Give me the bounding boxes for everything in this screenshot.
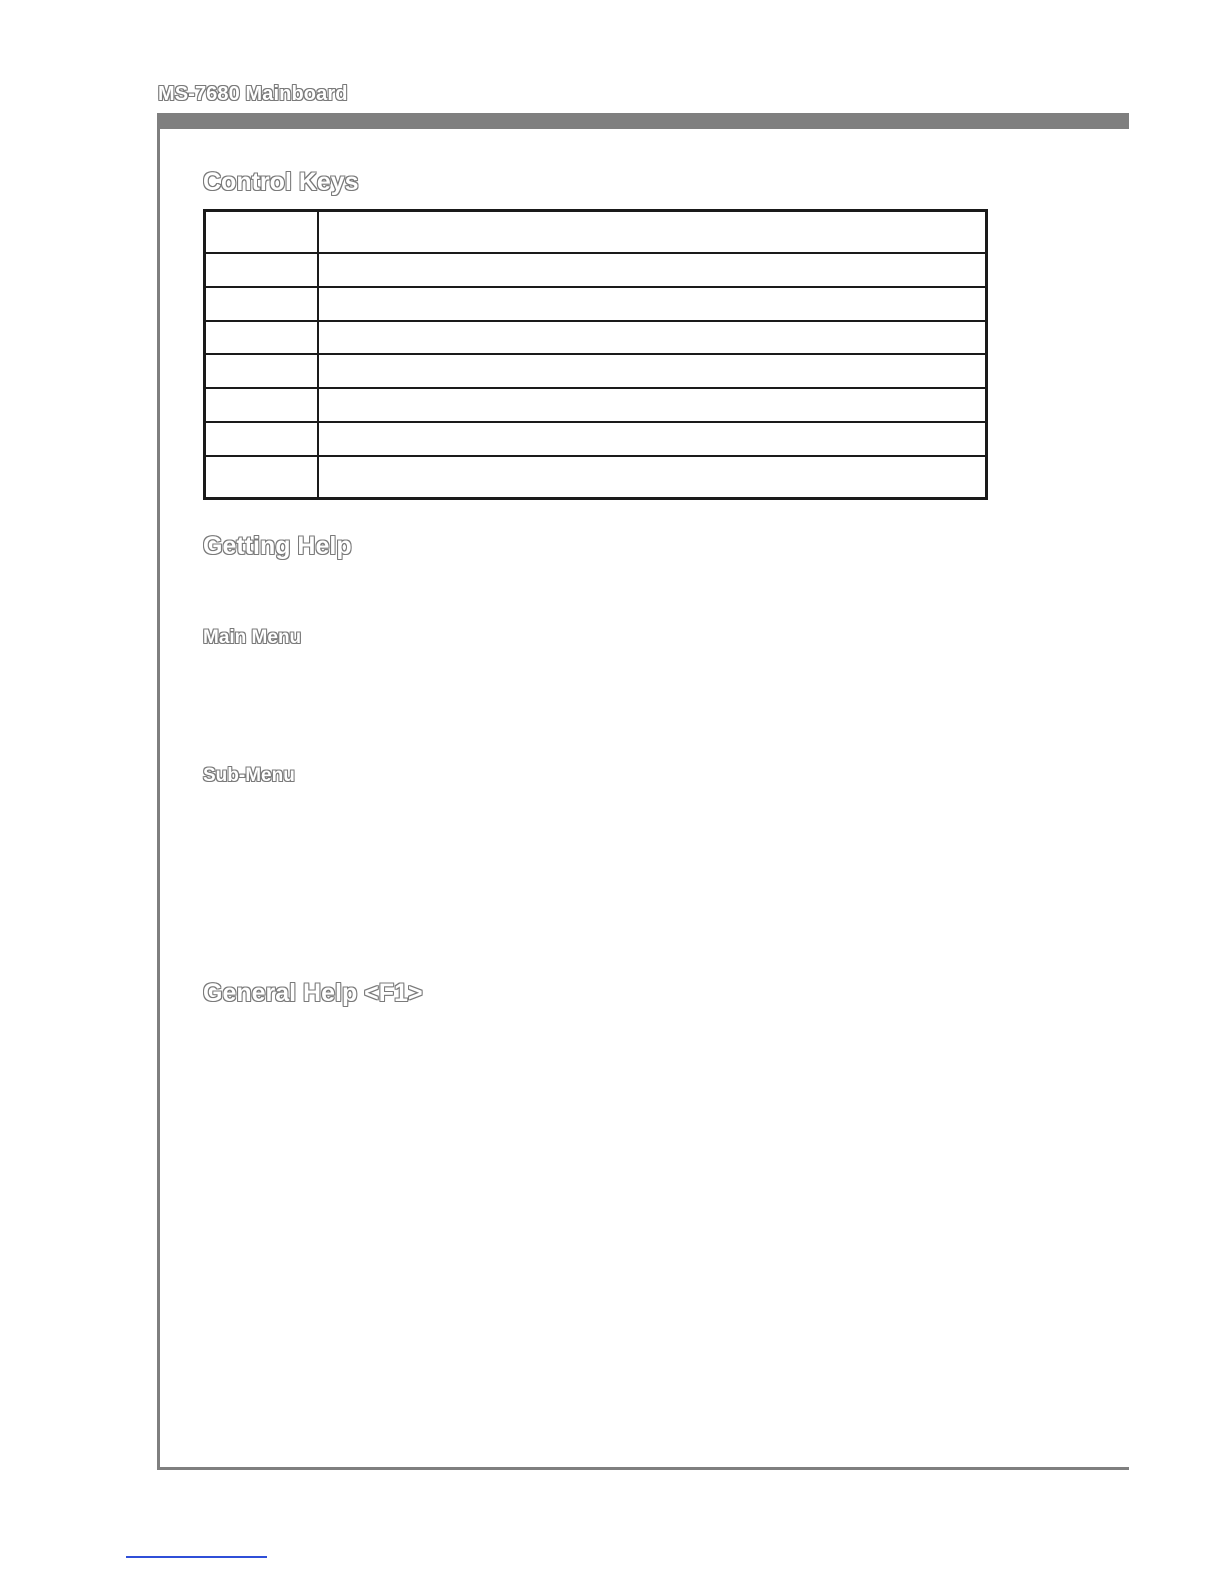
table-cell-key xyxy=(205,388,319,422)
table-cell-description xyxy=(318,253,987,287)
table-row xyxy=(205,388,987,422)
table-cell-key xyxy=(205,321,319,355)
table-cell-key xyxy=(205,422,319,456)
table-cell-key xyxy=(205,354,319,388)
control-keys-table xyxy=(203,209,988,500)
section-heading-getting-help: Getting Help xyxy=(203,532,352,560)
table-row xyxy=(205,287,987,321)
table-cell-description xyxy=(318,388,987,422)
footer-link-underline[interactable] xyxy=(126,1556,267,1558)
bottom-rule xyxy=(157,1467,1129,1470)
table-row xyxy=(205,321,987,355)
left-margin-rule xyxy=(157,113,160,1470)
sub-heading-main-menu: Main Menu xyxy=(203,627,302,648)
table-cell-key xyxy=(205,253,319,287)
header-bar xyxy=(158,113,1129,129)
table-row xyxy=(205,211,987,253)
table-cell-description xyxy=(318,211,987,253)
table-cell-description xyxy=(318,287,987,321)
table-row xyxy=(205,253,987,287)
table-cell-key xyxy=(205,211,319,253)
table-row xyxy=(205,422,987,456)
table-row xyxy=(205,354,987,388)
table-cell-description xyxy=(318,321,987,355)
table-cell-description xyxy=(318,456,987,498)
table-cell-key xyxy=(205,287,319,321)
table-row xyxy=(205,456,987,498)
section-heading-control-keys: Control Keys xyxy=(203,168,359,196)
table-cell-description xyxy=(318,354,987,388)
table-cell-key xyxy=(205,456,319,498)
section-heading-general-help: General Help <F1> xyxy=(203,979,423,1007)
sub-heading-sub-menu: Sub-Menu xyxy=(203,765,295,786)
running-head: MS-7680 Mainboard xyxy=(158,83,348,105)
table-cell-description xyxy=(318,422,987,456)
